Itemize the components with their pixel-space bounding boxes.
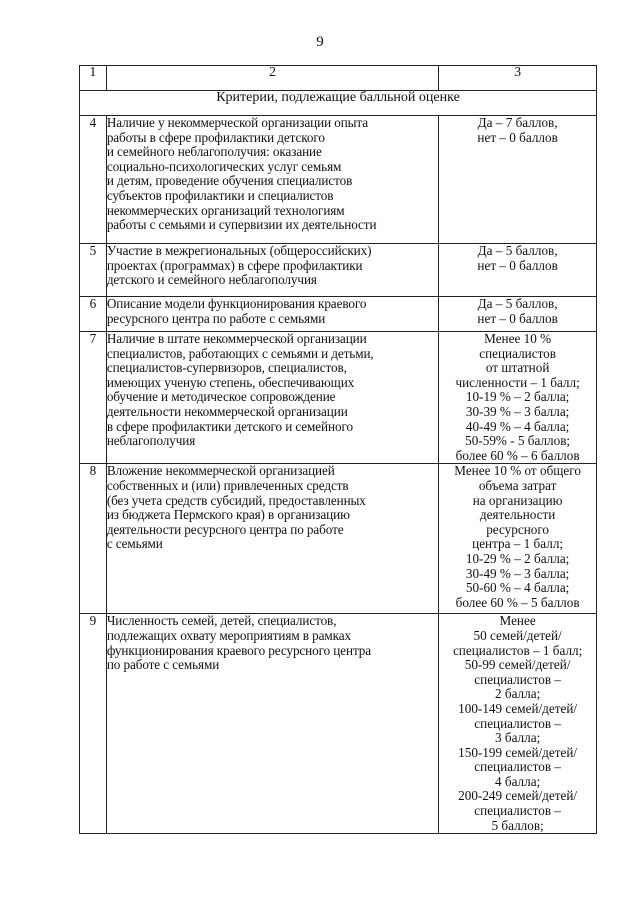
criterion-text — [106, 116, 438, 244]
score-line: 50 семей/детей/ — [473, 627, 562, 643]
page-number: 9 — [316, 34, 324, 50]
criterion-text-line: собственных и (или) привлеченных средств — [106, 477, 349, 493]
criteria-table — [79, 65, 597, 834]
criterion-text-line: неблагополучия — [106, 433, 196, 449]
criterion-text-line: работы с семьями и супервизии их деятельности — [106, 217, 377, 233]
score-cell — [439, 297, 597, 332]
score-line: специалистов – — [474, 803, 561, 819]
criterion-text-line: (без учета средств субсидий, предоставленных — [106, 492, 366, 508]
score-line: 200-249 семей/детей/ — [458, 788, 578, 804]
criterion-text-line: проектах (программах) в сфере профилактики — [106, 257, 363, 273]
criterion-text-line: специалистов-супервизоров, специалистов, — [106, 360, 347, 376]
criterion-text-line: подлежащих охвату мероприятиям в рамках — [106, 627, 351, 643]
row-number: 8 — [80, 464, 107, 614]
score-line: на организацию — [472, 492, 563, 508]
score-cell — [439, 464, 597, 614]
score-line: более 60 % – 5 баллов — [455, 594, 580, 610]
score-line: объема затрат — [478, 477, 557, 493]
score-line: от штатной — [485, 360, 550, 376]
criterion-text-line: функционирования краевого ресурсного центра — [106, 642, 372, 658]
header-cell-2: 2 — [106, 66, 438, 91]
header-cell-1: 1 — [80, 66, 107, 91]
score-line: 30-49 % – 3 балла; — [465, 565, 570, 581]
score-line: 10-19 % – 2 балла; — [465, 389, 570, 405]
criterion-text-line: и детям, проведение обучения специалистов — [106, 173, 353, 189]
score-cell — [439, 614, 597, 834]
score-line: нет – 0 баллов — [477, 257, 558, 273]
criterion-text-line: из бюджета Пермского края) в организацию — [106, 507, 350, 523]
row-number: 5 — [80, 244, 107, 297]
table-row — [80, 116, 597, 244]
score-line: деятельности — [479, 507, 556, 523]
score-line: 2 балла; — [494, 686, 541, 702]
score-line: Менее — [499, 613, 536, 629]
score-line: специалистов — [479, 345, 556, 361]
score-line: нет – 0 баллов — [477, 129, 558, 145]
table-row — [80, 332, 597, 464]
criterion-text — [106, 332, 438, 464]
score-line: 150-199 семей/детей/ — [458, 744, 578, 760]
criterion-text-line: работы в сфере профилактики детского — [106, 129, 325, 145]
score-line: специалистов – — [474, 671, 561, 687]
criterion-text — [106, 464, 438, 614]
score-line: Да – 7 баллов, — [477, 115, 558, 130]
criterion-text — [106, 297, 438, 332]
row-number: 7 — [80, 332, 107, 464]
table-row — [80, 464, 597, 614]
score-line: 5 баллов; — [491, 817, 544, 833]
criterion-text-line: в сфере профилактики детского и семейного — [106, 418, 353, 434]
criterion-text-line: и семейного неблагополучия: оказание — [106, 144, 322, 160]
criterion-text-line: ресурсного центра по работе с семьями — [106, 310, 326, 326]
criterion-text-line: некоммерческих организаций технологиям — [106, 202, 345, 218]
score-cell — [439, 116, 597, 244]
section-row — [80, 91, 597, 116]
score-line: 40-49 % – 4 балла; — [465, 418, 570, 434]
score-line: специалистов – — [474, 715, 561, 731]
score-cell — [439, 244, 597, 297]
score-line: 50-59% - 5 баллов; — [465, 433, 571, 449]
score-line: 100-149 семей/детей/ — [458, 700, 578, 716]
criterion-text-line: Наличие в штате некоммерческой организации — [106, 331, 367, 346]
score-line: специалистов – — [474, 759, 561, 775]
score-line: 4 балла; — [494, 773, 541, 789]
criterion-text-line: деятельности некоммерческой организации — [106, 403, 348, 419]
score-line: Да – 5 баллов, — [477, 296, 558, 311]
score-line: специалистов – 1 балл; — [452, 642, 583, 658]
score-line: 3 балла; — [494, 730, 541, 746]
table-row — [80, 614, 597, 834]
criterion-text-line: социально-психологических услуг семьям — [106, 158, 342, 174]
criterion-text — [106, 244, 438, 297]
score-line: 50-99 семей/детей/ — [464, 657, 571, 673]
criterion-text-line: Наличие у некоммерческой организации опыта — [106, 115, 369, 130]
score-line: нет – 0 баллов — [477, 310, 558, 326]
criterion-text-line: Участие в межрегиональных (общероссийских) — [106, 243, 372, 258]
row-number: 6 — [80, 297, 107, 332]
criterion-text-line: специалистов, работающих с семьями и детьми, — [106, 345, 374, 361]
row-number: 9 — [80, 614, 107, 834]
row-number: 4 — [80, 116, 107, 244]
score-line: 50-60 % – 4 балла; — [465, 580, 570, 596]
score-line: более 60 % – 6 баллов — [455, 447, 580, 463]
score-line: 10-29 % – 2 балла; — [465, 550, 570, 566]
score-line: Да – 5 баллов, — [477, 243, 558, 258]
score-line: 30-39 % – 3 балла; — [465, 403, 570, 419]
criterion-text-line: детского и семейного неблагополучия — [106, 272, 317, 288]
criterion-text-line: Вложение некоммерческой организацией — [106, 463, 335, 479]
score-line: ресурсного — [486, 521, 550, 537]
criterion-text-line: обучение и методическое сопровождение — [106, 389, 336, 405]
score-cell — [439, 332, 597, 464]
criterion-text — [106, 614, 438, 834]
criterion-text-line: с семьями — [106, 536, 163, 552]
criterion-text-line: имеющих ученую степень, обеспечивающих — [106, 374, 355, 390]
criterion-text-line: Численность семей, детей, специалистов, — [106, 613, 337, 629]
table-row — [80, 297, 597, 332]
criterion-text-line: субъектов профилактики и специалистов — [106, 187, 334, 203]
criterion-text-line: по работе с семьями — [106, 657, 220, 673]
score-line: центра – 1 балл; — [472, 536, 564, 552]
section-title: Критерии, подлежащие балльной оценке — [80, 91, 597, 116]
score-line: Менее 10 % — [484, 331, 552, 346]
score-line: численности – 1 балл; — [455, 374, 580, 390]
table-header-row — [80, 66, 597, 91]
criterion-text-line: деятельности ресурсного центра по работе — [106, 521, 344, 537]
score-line: Менее 10 % от общего — [454, 463, 581, 479]
header-cell-3: 3 — [439, 66, 597, 91]
table-row — [80, 244, 597, 297]
criterion-text-line: Описание модели функционирования краевого — [106, 296, 367, 311]
